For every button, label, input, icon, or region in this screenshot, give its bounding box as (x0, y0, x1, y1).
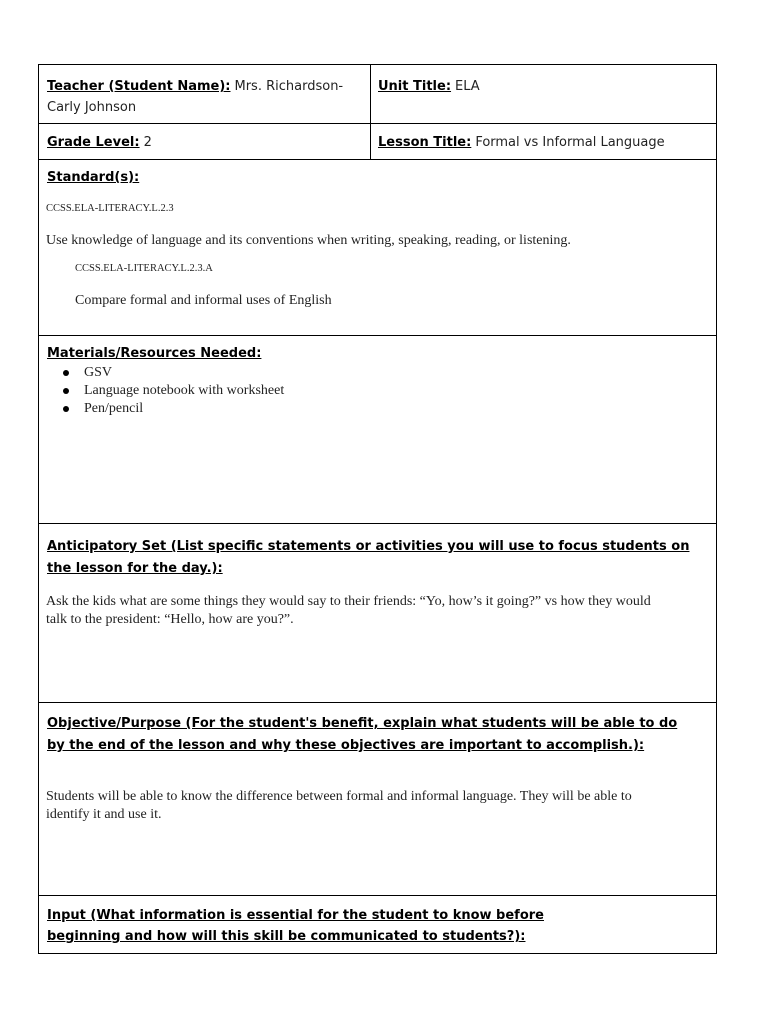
materials-label: Materials/Resources Needed: (47, 346, 262, 361)
standards-label: Standard(s): (47, 170, 140, 185)
lesson-cell (371, 124, 716, 159)
row-objective (39, 703, 716, 896)
input-label: Input (What information is essential for the student to know before beginning and how will this skill be communicated to students?): (47, 908, 544, 944)
unit-label: Unit Title: (378, 79, 452, 94)
row-input (39, 896, 716, 953)
objective-text: Students will be able to know the difference between formal and informal language. They will be able to identify it and use it. (46, 789, 632, 822)
row-teacher-unit (39, 65, 716, 124)
teacher-value-line1: Mrs. Richardson- (234, 79, 344, 94)
anticipatory-label: Anticipatory Set (List specific statements or activities you will use to focus students on the lesson for the day.): (47, 539, 690, 576)
grade-cell (39, 124, 371, 159)
standard-text-1: Use knowledge of language and its conventions when writing, speaking, reading, or listening. (46, 233, 571, 248)
materials-item: Language notebook with worksheet (84, 382, 284, 400)
bullet-icon (63, 370, 69, 376)
teacher-value-line2: Carly Johnson (47, 100, 137, 115)
materials-item: GSV (84, 364, 284, 382)
row-grade-lesson (39, 124, 716, 160)
unit-value: ELA (455, 79, 480, 94)
grade-label: Grade Level: (47, 135, 140, 150)
lesson-plan-table (38, 64, 717, 954)
bullet-icon (63, 406, 69, 412)
row-anticipatory-set (39, 524, 716, 703)
objective-label: Objective/Purpose (For the student's benefit, explain what students will be able to do by the end of the lesson and why these objectives are important to accomplish.): (47, 716, 678, 753)
lesson-value: Formal vs Informal Language (475, 135, 665, 150)
row-materials (39, 336, 716, 524)
anticipatory-text: Ask the kids what are some things they would say to their friends: “Yo, how’s it going?” vs how they would talk to the president: “Hello, how are you?”. (46, 594, 651, 627)
materials-item: Pen/pencil (84, 400, 284, 418)
materials-list (84, 364, 284, 418)
row-standards (39, 160, 716, 336)
standard-code-1: CCSS.ELA-LITERACY.L.2.3 (46, 203, 174, 214)
standard-code-2: CCSS.ELA-LITERACY.L.2.3.A (75, 263, 213, 274)
lesson-label: Lesson Title: (378, 135, 472, 150)
teacher-label: Teacher (Student Name): (47, 79, 231, 94)
teacher-cell (39, 65, 371, 123)
grade-value: 2 (143, 135, 152, 150)
unit-cell (371, 65, 716, 123)
bullet-icon (63, 388, 69, 394)
standard-text-2: Compare formal and informal uses of English (75, 293, 332, 308)
